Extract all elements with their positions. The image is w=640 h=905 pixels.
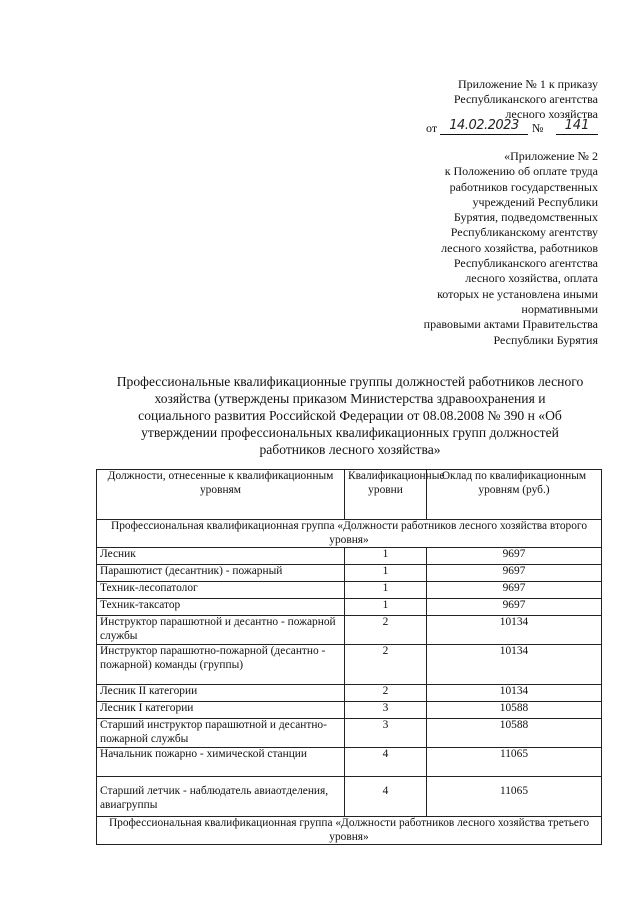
appendix-2-line: работников государственных: [449, 179, 598, 194]
cell-salary: 10588: [427, 702, 602, 719]
appendix-1-line: Республиканского агентства: [453, 92, 598, 106]
appendix-2-line: Республиканскому агентству: [450, 225, 598, 240]
cell-salary: 9697: [427, 582, 602, 599]
cell-level: 2: [345, 645, 427, 685]
document-title: [95, 373, 605, 458]
appendix-2-line: Республиканского агентства: [453, 256, 598, 271]
cell-salary: 9697: [427, 599, 602, 616]
group-row: [97, 520, 602, 548]
table-row: [97, 548, 602, 565]
group-title-third-level: Профессиональная квалификационная группа «Должности работников лесного хозяйства третьего уровня»: [97, 817, 602, 845]
table-row: [97, 645, 602, 685]
table-header-row: [97, 470, 602, 520]
title-line: социального развития Российской Федерации от 08.08.2008 № 390 н «Об: [138, 408, 562, 423]
header-level: Квалификационные уровни: [345, 470, 427, 520]
appendix-2-line: учреждений Республики: [472, 194, 598, 209]
appendix-2-line: «Приложение № 2: [504, 149, 598, 163]
table-row: [97, 719, 602, 748]
cell-position: Парашютист (десантник) - пожарный: [97, 565, 345, 582]
cell-level: 2: [345, 616, 427, 645]
cell-position: Лесник II категории: [97, 685, 345, 702]
cell-level: 4: [345, 777, 427, 817]
cell-level: 4: [345, 748, 427, 777]
cell-salary: 9697: [427, 565, 602, 582]
cell-level: 3: [345, 702, 427, 719]
appendix-2-line: Республики Бурятия: [493, 332, 598, 347]
appendix-1-line: Приложение № 1 к приказу: [458, 77, 598, 91]
table-row: [97, 748, 602, 777]
cell-level: 1: [345, 582, 427, 599]
cell-position: Инструктор парашютной и десантно - пожарной службы: [97, 616, 345, 645]
cell-level: 2: [345, 685, 427, 702]
cell-position: Старший инструктор парашютной и десантно-пожарной службы: [97, 719, 345, 748]
handwritten-date: 14.02.2023: [440, 118, 528, 135]
title-line: работников лесного хозяйства»: [259, 442, 441, 457]
cell-level: 1: [345, 548, 427, 565]
cell-salary: 10134: [427, 685, 602, 702]
from-label: от: [426, 121, 438, 135]
appendix-2-line: нормативными: [521, 301, 598, 316]
cell-position: Лесник: [97, 548, 345, 565]
cell-position: Начальник пожарно - химической станции: [97, 748, 345, 777]
appendix-1-header: [368, 77, 598, 122]
cell-salary: 10134: [427, 645, 602, 685]
appendix-2-line: лесного хозяйства, работников: [441, 240, 598, 255]
table-row: [97, 565, 602, 582]
cell-level: 3: [345, 719, 427, 748]
number-label: №: [532, 121, 544, 135]
cell-level: 1: [345, 565, 427, 582]
header-salary: Оклад по квалификационным уровням (руб.): [427, 470, 602, 520]
handwritten-number: 141: [556, 118, 598, 135]
appendix-2-line: к Положению об оплате труда: [444, 164, 598, 179]
cell-salary: 11065: [427, 748, 602, 777]
header-position: Должности, отнесенные к квалификационным уровням: [97, 470, 345, 520]
cell-salary: 10588: [427, 719, 602, 748]
appendix-2-line: которых не установлена иными: [437, 286, 598, 301]
cell-salary: 9697: [427, 548, 602, 565]
appendix-2-header: [408, 149, 598, 348]
table-row: [97, 599, 602, 616]
group-row: [97, 817, 602, 845]
cell-salary: 11065: [427, 777, 602, 817]
appendix-2-line: лесного хозяйства, оплата: [465, 271, 598, 286]
order-date-number-line: [426, 118, 600, 136]
group-title-second-level: Профессиональная квалификационная группа «Должности работников лесного хозяйства второго уровня»: [97, 520, 602, 548]
title-line: утверждении профессиональных квалификационных групп должностей: [141, 425, 559, 440]
appendix-1-line: лесного хозяйства: [505, 107, 598, 121]
table-row: [97, 582, 602, 599]
qualification-table: [96, 469, 602, 845]
cell-position: Техник-лесопатолог: [97, 582, 345, 599]
cell-position: Лесник I категории: [97, 702, 345, 719]
title-line: Профессиональные квалификационные группы должностей работников лесного: [116, 374, 584, 389]
appendix-2-line: Бурятия, подведомственных: [453, 210, 598, 225]
table-row: [97, 702, 602, 719]
cell-salary: 10134: [427, 616, 602, 645]
table-row: [97, 616, 602, 645]
title-line: хозяйства (утверждены приказом Министерства здравоохранения и: [154, 391, 546, 406]
cell-position: Техник-таксатор: [97, 599, 345, 616]
appendix-2-line: правовыми актами Правительства: [423, 317, 598, 332]
table-row: [97, 685, 602, 702]
cell-position: Инструктор парашютно-пожарной (десантно - пожарной) команды (группы): [97, 645, 345, 685]
cell-position: Старший летчик - наблюдатель авиаотделения, авиагруппы: [97, 777, 345, 817]
table-row: [97, 777, 602, 817]
cell-level: 1: [345, 599, 427, 616]
